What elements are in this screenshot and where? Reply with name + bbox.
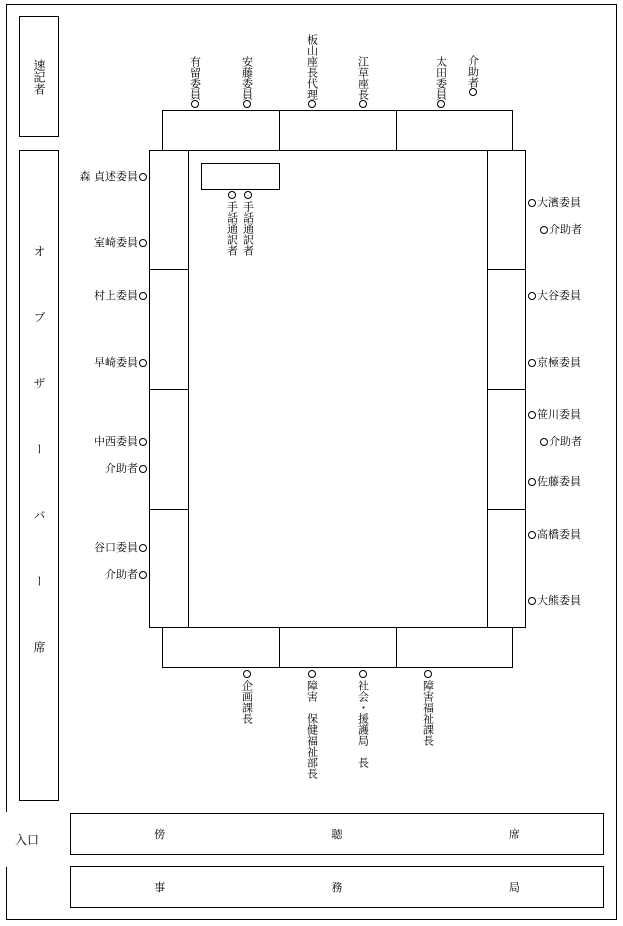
interpreter-seat-1 xyxy=(226,191,238,256)
seat-circle xyxy=(244,191,252,199)
seat-circle xyxy=(528,292,536,300)
seat-circle xyxy=(139,465,147,473)
observer-label: オブザーバー席 xyxy=(32,244,46,707)
bottom-table-3 xyxy=(396,627,513,668)
bottom-seat-label-4: 障害福祉課長 xyxy=(421,680,435,746)
gallery-char-3: 席 xyxy=(508,828,520,841)
top-seat-label-6: 介助者 xyxy=(466,55,480,88)
top-table-3 xyxy=(396,110,513,151)
left-seat-label-6: 介助者 xyxy=(105,462,138,475)
seat-circle xyxy=(139,571,147,579)
left-seat-3 xyxy=(17,290,147,301)
top-seat-label-1: 有留委員 xyxy=(188,56,202,100)
seat-circle xyxy=(139,544,147,552)
seat-circle xyxy=(540,226,548,234)
top-seat-3 xyxy=(306,16,318,108)
bottom-seat-4 xyxy=(422,670,434,746)
bottom-table-2 xyxy=(279,627,397,668)
left-table-4 xyxy=(149,509,189,628)
bottom-table-1 xyxy=(162,627,280,668)
secretariat-char-1: 事 xyxy=(154,881,166,894)
right-seat-label-1: 大濱委員 xyxy=(537,196,581,209)
seat-circle xyxy=(424,670,432,678)
interpreter-label-2: 手話通訳者 xyxy=(241,201,255,256)
top-seat-1 xyxy=(189,44,201,108)
right-seat-label-6: 介助者 xyxy=(549,435,582,448)
right-table-3 xyxy=(487,389,526,510)
secretariat-box xyxy=(70,866,604,908)
left-seat-2 xyxy=(17,237,147,248)
right-seat-6 xyxy=(540,436,582,447)
left-seat-label-8: 介助者 xyxy=(105,568,138,581)
top-seat-2 xyxy=(241,44,253,108)
seat-circle xyxy=(528,411,536,419)
seat-circle xyxy=(528,478,536,486)
left-seat-label-5: 中西委員 xyxy=(94,435,138,448)
bottom-seat-2 xyxy=(306,670,318,779)
bottom-seat-label-2: 障害 保健福祉部長 xyxy=(305,680,319,779)
seat-circle xyxy=(243,100,251,108)
top-seat-label-5: 太田委員 xyxy=(434,56,448,100)
right-seat-8 xyxy=(528,529,581,540)
seat-circle xyxy=(437,100,445,108)
right-seat-7 xyxy=(528,476,581,487)
seat-circle xyxy=(469,88,477,96)
gallery-char-1: 傍 xyxy=(154,828,166,841)
right-seat-9 xyxy=(528,595,581,606)
left-table-3 xyxy=(149,389,189,510)
seat-circle xyxy=(528,597,536,605)
top-seat-label-4: 江草座長 xyxy=(356,56,370,100)
left-seat-8 xyxy=(17,569,147,580)
right-seat-2 xyxy=(540,224,582,235)
top-seat-label-2: 安藤委員 xyxy=(240,56,254,100)
seat-circle xyxy=(228,191,236,199)
top-table-1 xyxy=(162,110,280,151)
seat-circle xyxy=(528,531,536,539)
gallery-box xyxy=(70,813,604,855)
right-table-1 xyxy=(487,150,526,270)
right-seat-label-5: 笹川委員 xyxy=(537,408,581,421)
left-seat-label-3: 村上委員 xyxy=(94,289,138,302)
seat-circle xyxy=(359,670,367,678)
seat-circle xyxy=(139,359,147,367)
right-seat-label-2: 介助者 xyxy=(549,223,582,236)
right-seat-label-3: 大谷委員 xyxy=(537,289,581,302)
seat-circle xyxy=(528,199,536,207)
top-seat-6 xyxy=(467,44,479,96)
interpreter-desk xyxy=(201,163,280,190)
entrance-label: 入口 xyxy=(15,833,40,847)
right-seat-5 xyxy=(528,409,581,420)
left-seat-label-4: 早崎委員 xyxy=(94,356,138,369)
right-table-4 xyxy=(487,509,526,628)
right-seat-label-8: 高橋委員 xyxy=(537,528,581,541)
right-seat-1 xyxy=(528,197,581,208)
bottom-seat-3 xyxy=(357,670,369,768)
bottom-seat-label-1: 企画課長 xyxy=(240,680,254,724)
right-seat-label-9: 大熊委員 xyxy=(537,594,581,607)
seat-circle xyxy=(139,292,147,300)
left-seat-6 xyxy=(17,463,147,474)
stenographer-box xyxy=(19,16,59,137)
right-table-2 xyxy=(487,269,526,390)
right-seat-label-7: 佐藤委員 xyxy=(537,475,581,488)
seat-circle xyxy=(359,100,367,108)
seat-circle xyxy=(191,100,199,108)
seat-circle xyxy=(540,438,548,446)
seat-circle xyxy=(528,359,536,367)
top-seat-label-3: 板山座長代理 xyxy=(305,34,319,100)
secretariat-char-2: 務 xyxy=(331,881,343,894)
bottom-seat-1 xyxy=(241,670,253,724)
stenographer-label: 速記者 xyxy=(32,58,46,95)
top-table-2 xyxy=(279,110,397,151)
gallery-char-2: 聴 xyxy=(331,828,343,841)
entrance-gap xyxy=(5,812,8,867)
left-seat-1 xyxy=(17,171,147,182)
seat-circle xyxy=(139,239,147,247)
left-table-2 xyxy=(149,269,189,390)
left-table-1 xyxy=(149,150,189,270)
secretariat-char-3: 局 xyxy=(508,881,520,894)
left-seat-7 xyxy=(17,542,147,553)
top-seat-4 xyxy=(357,44,369,108)
left-seat-5 xyxy=(17,436,147,447)
seat-circle xyxy=(308,100,316,108)
seat-circle xyxy=(308,670,316,678)
interpreter-label-1: 手話通訳者 xyxy=(225,201,239,256)
seat-circle xyxy=(139,438,147,446)
interpreter-seat-2 xyxy=(242,191,254,256)
right-seat-3 xyxy=(528,290,581,301)
left-seat-label-1: 森 貞述委員 xyxy=(79,170,138,183)
seat-circle xyxy=(139,173,147,181)
right-seat-label-4: 京極委員 xyxy=(537,356,581,369)
left-seat-4 xyxy=(17,357,147,368)
seat-circle xyxy=(243,670,251,678)
bottom-seat-label-3: 社会・援護局 長 xyxy=(356,680,370,768)
left-seat-label-2: 室崎委員 xyxy=(94,236,138,249)
top-seat-5 xyxy=(435,44,447,108)
left-seat-label-7: 谷口委員 xyxy=(94,541,138,554)
right-seat-4 xyxy=(528,357,581,368)
